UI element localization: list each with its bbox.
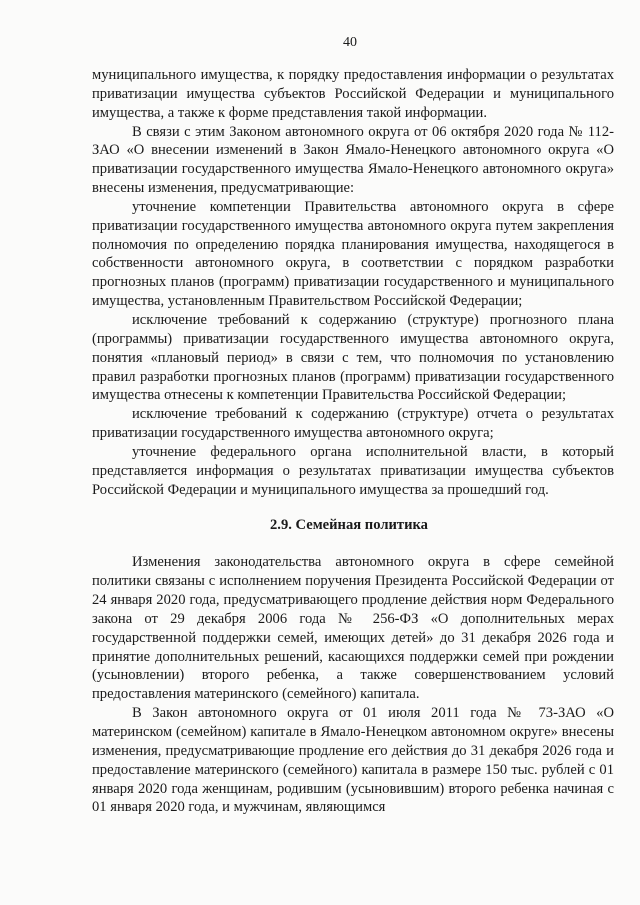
paragraph: муниципального имущества, к порядку предоставления информации о результатах приватизации имущества субъектов Российской Федерации и муниципального имущества, а также к форме представления такой информации.	[92, 67, 614, 121]
paragraph: В связи с этим Законом автономного округа от 06 октября 2020 года № 112-ЗАО «О внесении изменений в Закон Ямало-Ненецкого автономного округа «О приватизации государственного имущества Ямало-Ненецкого автономного округа» внесены изменения, предусматривающие:	[92, 123, 614, 197]
paragraph: исключение требований к содержанию (структуре) отчета о результатах приватизации государственного имущества автономного округа;	[92, 406, 614, 442]
paragraph: уточнение компетенции Правительства автономного округа в сфере приватизации государственного имущества автономного округа путем закрепления полномочия по определению порядка планирования имущества, находящегося в собственности автономного округа, в соответствии с порядком разработки прогнозных планов (программ) приватизации государственного и муниципального имущества, установленным Правительством Российской Федерации;	[92, 198, 614, 310]
page-number: 40	[343, 35, 357, 50]
paragraph: уточнение федерального органа исполнительной власти, в который представляется информация о результатах приватизации имущества субъектов Российской Федерации и муниципального имущества за прошедший год.	[92, 443, 614, 498]
paragraph: Изменения законодательства автономного округа в сфере семейной политики связаны с исполнением поручения Президента Российской Федерации от 24 января 2020 года, предусматривающего продление действия норм Федерального закона от 29 декабря 2006 года № 256-ФЗ «О дополнительных мерах государственной поддержки семей, имеющих детей» до 31 декабря 2026 года и принятие дополнительных решений, касающихся поддержки семей при рождении (усыновлении) второго ребенка, а также совершенствованием условий предоставления материнского (семейного) капитала.	[92, 554, 614, 703]
section-heading: 2.9. Семейная политика	[270, 517, 428, 534]
body-text	[92, 66, 614, 817]
paragraph: исключение требований к содержанию (структуре) прогнозного плана (программы) приватизации государственного имущества автономного округа, понятия «плановый период» в связи с тем, что полномочия по установлению правил разработки прогнозных планов (программ) приватизации государственного имущества отнесены к компетенции Правительства Российской Федерации;	[92, 311, 614, 404]
paragraph: В Закон автономного округа от 01 июля 2011 года № 73-ЗАО «О материнском (семейном) капитале в Ямало-Ненецком автономном округе» внесены изменения, предусматривающие продление его действия до 31 декабря 2026 года и предоставление материнского (семейного) капитала в размере 150 тыс. рублей с 01 января 2020 года женщинам, родившим (усыновившим) второго ребенка начиная с 01 января 2020 года, и мужчинам, являющимся	[92, 705, 614, 816]
